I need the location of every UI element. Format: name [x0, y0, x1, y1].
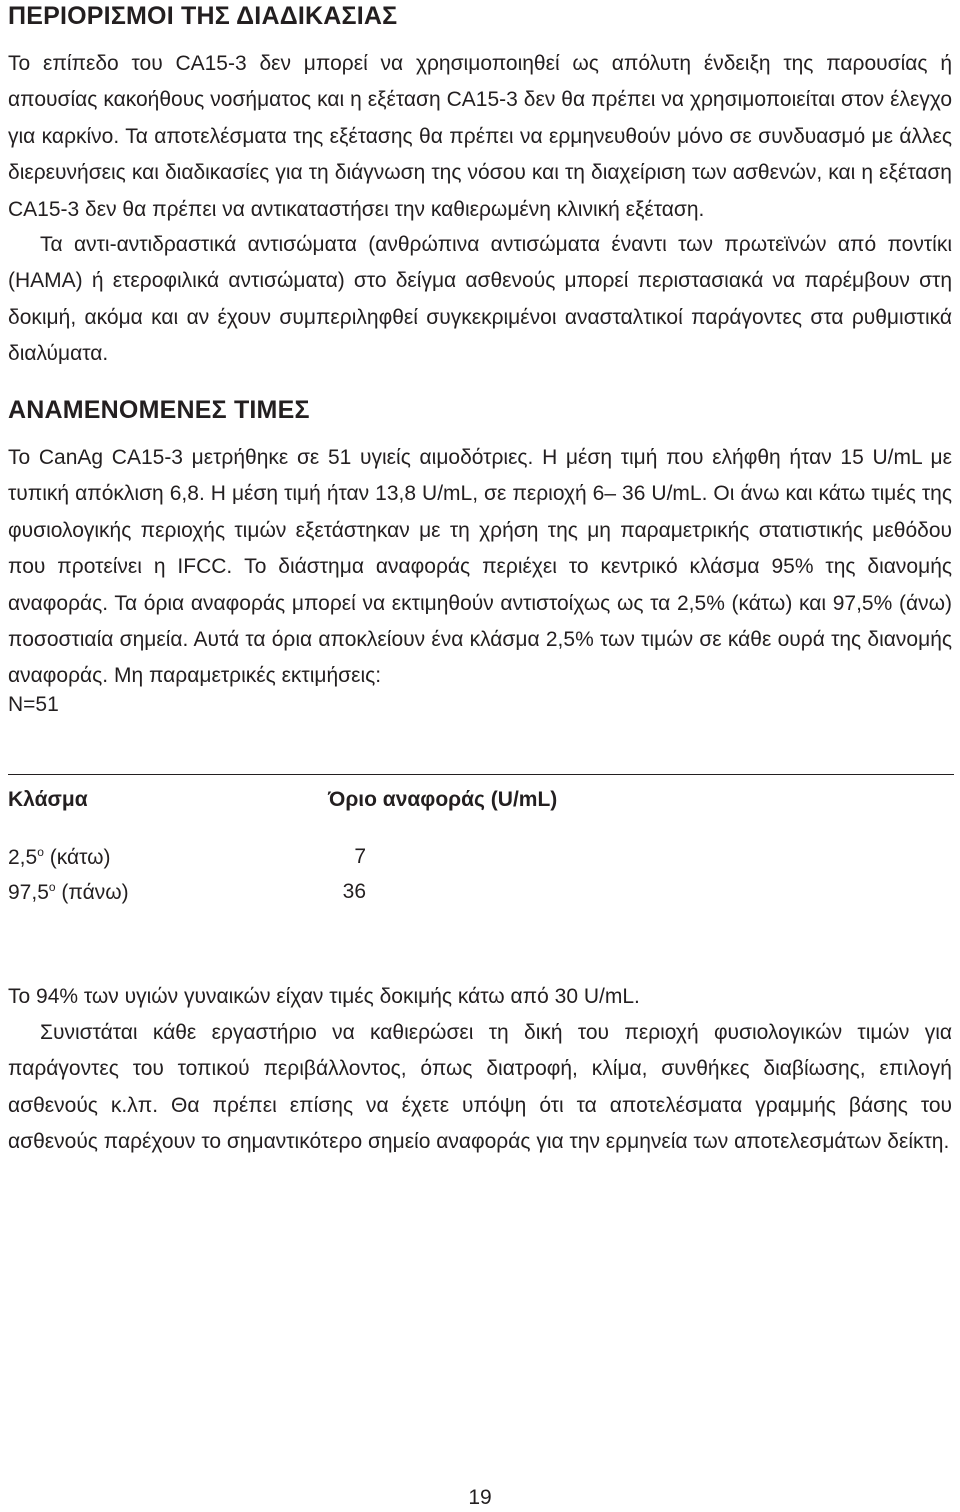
table-row-fraction: $2,5^o$ (κάτω): [8, 845, 111, 869]
laboratory-recommendation-paragraph: Συνιστάται κάθε εργαστήριο να καθιερώσει τη δική του περιοχή φυσιολογικών τιμών για παράγοντες του τοπικού περιβάλλοντος, όπως διατροφή, κλίμα, συνθήκες διαβίωσης, επιλογή ασθενούς κ.λπ. Θα πρέπει επίσης να έχετε υπόψη ότι τα αποτελέσματα γραμμής βάσης του ασθενούς παρέχουν το σημαντικότερο σημείο αναφοράς για την ερμηνεία των αποτελεσμάτων δείκτη.: [8, 1021, 952, 1154]
section-heading-limitations: ΠΕΡΙΟΡΙΣΜΟΙ ΤΗΣ ΔΙΑΔΙΚΑΣΙΑΣ: [8, 2, 398, 30]
table-row-fraction: $97,5^o$ (πάνω): [8, 880, 129, 904]
sample-count: N=51: [8, 693, 59, 716]
table-row-value: 36: [342, 880, 366, 903]
healthy-women-statement: Το 94% των υγιών γυναικών είχαν τιμές δοκιμής κάτω από 30 U/mL.: [8, 985, 640, 1008]
expected-values-paragraph: Το CanAg CA15-3 μετρήθηκε σε 51 υγιείς αιμοδότριες. Η μέση τιμή που ελήφθη ήταν 15 U/mL με τυπική απόκλιση 6,8. Η μέση τιμή ήταν 13,8 U/mL, σε περιοχή 6– 36 U/mL. Οι άνω και κάτω τιμές της φυσιολογικής περιοχής τιμών εξετάστηκαν με τη χρήση της μη παραμετρικής στατιστικής μεθόδου που προτείνει η IFCC. Το διάστημα αναφοράς περιέχει το κεντρικό κλάσμα 95% της διανομής αναφοράς. Τα όρια αναφοράς μπορεί να εκτιμηθούν αντιστοίχως ως τα 2,5% (κάτω) και 97,5% (άνω) ποσοστιαία σημεία. Αυτά τα όρια αποκλείουν ένα κλάσμα 2,5% των τιμών σε κάθε ουρά της διανομής αναφοράς. Μη παραμετρικές εκτιμήσεις:: [8, 446, 952, 688]
limitations-paragraph-1: Το επίπεδο του CA15-3 δεν μπορεί να χρησιμοποιηθεί ως απόλυτη ένδειξη της παρουσίας ή απουσίας κακοήθους νοσήματος και η εξέταση CA15-3 δεν θα πρέπει να χρησιμοποιείται στον έλεγχο για καρκίνο. Τα αποτελέσματα της εξέτασης θα πρέπει να ερμηνευθούν μόνο σε συνδυασμό με άλλες διερευνήσεις και διαδικασίες για τη διάγνωση της νόσου και τη διαχείριση των ασθενών, και η εξέταση CA15-3 δεν θα πρέπει να αντικαταστήσει την καθιερωμένη κλινική εξέταση.: [8, 52, 952, 221]
table-row-value: 7: [354, 845, 366, 868]
table-header-fraction: Κλάσμα: [8, 788, 88, 811]
section-heading-expected-values: ΑΝΑΜΕΝΟΜΕΝΕΣ ΤΙΜΕΣ: [8, 396, 310, 424]
table-top-rule: [8, 774, 954, 775]
limitations-paragraph-2: Τα αντι-αντιδραστικά αντισώματα (ανθρώπινα αντισώματα έναντι των πρωτεϊνών από ποντίκι (HAMA) ή ετεροφιλικά αντισώματα) στο δείγμα ασθενούς μπορεί περιστασιακά να παρέμβουν στη δοκιμή, ακόμα και αν έχουν συμπεριληφθεί συγκεκριμένοι ανασταλτικοί παράγοντες στα ρυθμιστικά διαλύματα.: [8, 233, 952, 366]
page-number: 19: [468, 1486, 492, 1509]
table-header-reference-limit: Όριο αναφοράς (U/mL): [328, 788, 558, 811]
